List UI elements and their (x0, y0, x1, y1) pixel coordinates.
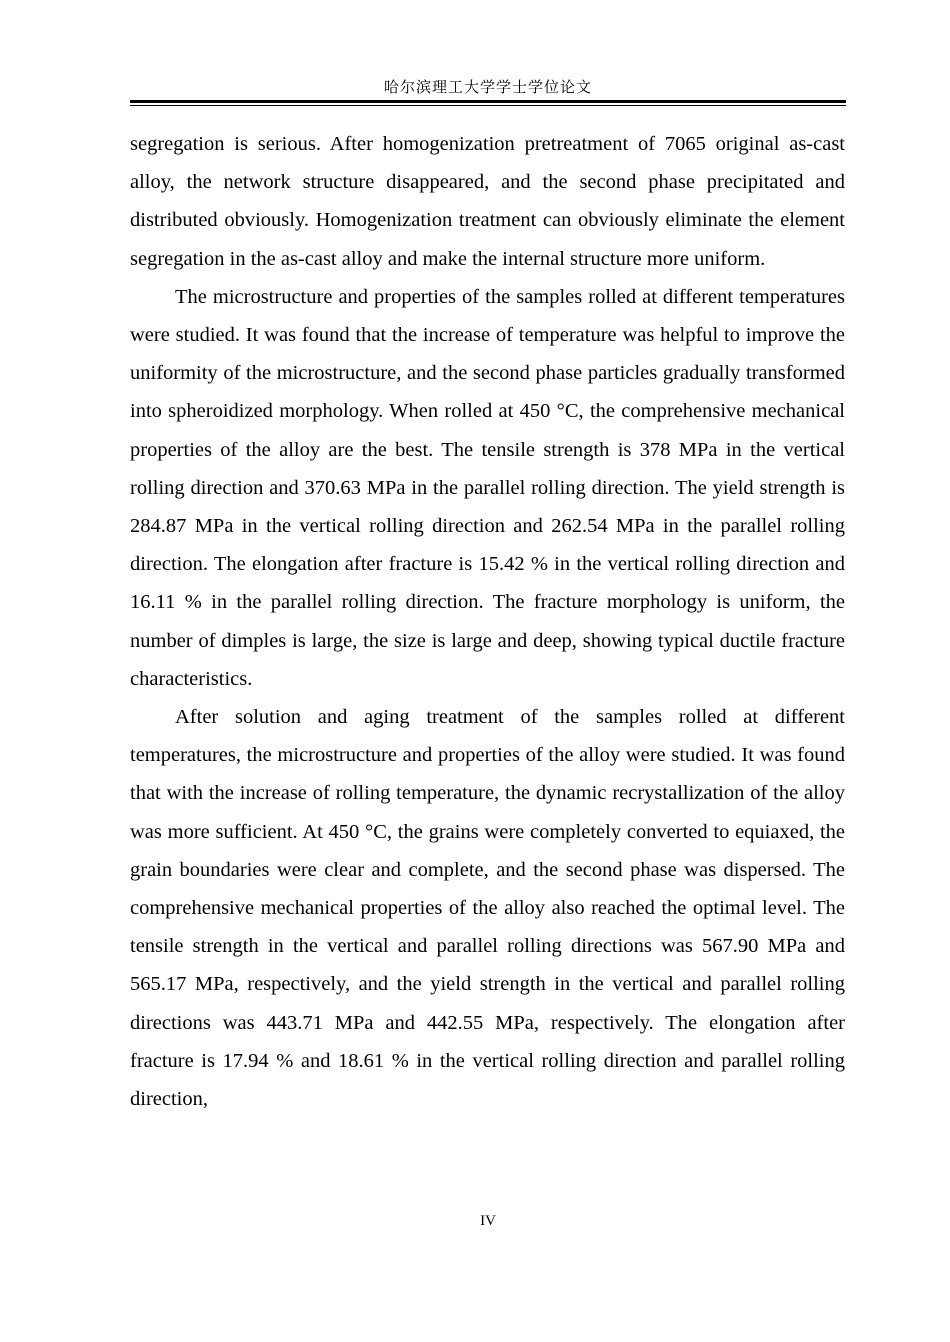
paragraph-solution-aging: After solution and aging treatment of the samples rolled at different temperatures, the microstructure and properties of the alloy were studied. It was found that with the increase of rolling temperature, the dynamic recrystallization of the alloy was more sufficient. At 450 °C, the grains were completely converted to equiaxed, the grain boundaries were clear and complete, and the second phase was dispersed. The comprehensive mechanical properties of the alloy also reached the optimal level. The tensile strength in the vertical and parallel rolling directions was 567.90 MPa and 565.17 MPa, respectively, and the yield strength in the vertical and parallel rolling directions was 443.71 MPa and 442.55 MPa, respectively. The elongation after fracture is 17.94 % and 18.61 % in the vertical rolling direction and parallel rolling direction, (130, 706, 845, 1111)
running-header: 哈尔滨理工大学学士学位论文 (383, 80, 592, 96)
page-number: IV (480, 1213, 496, 1229)
header-rule-thin (130, 105, 846, 106)
paragraph-continuation: segregation is serious. After homogenization pretreatment of 7065 original as-cast alloy, the network structure disappeared, and the second phase precipitated and distributed obviously. Homogenization treatment can obviously eliminate the element segregation in the as-cast alloy and make the internal structure more uniform. (130, 133, 845, 270)
header-rule-thick (130, 100, 846, 103)
abstract-body (130, 125, 845, 1118)
paragraph-rolling-properties: The microstructure and properties of the samples rolled at different temperatures were studied. It was found that the increase of temperature was helpful to improve the uniformity of the microstructure, and the second phase particles gradually transformed into spheroidized morphology. When rolled at 450 °C, the comprehensive mechanical properties of the alloy are the best. The tensile strength is 378 MPa in the vertical rolling direction and 370.63 MPa in the parallel rolling direction. The yield strength is 284.87 MPa in the vertical rolling direction and 262.54 MPa in the parallel rolling direction. The elongation after fracture is 15.42 % in the vertical rolling direction and 16.11 % in the parallel rolling direction. The fracture morphology is uniform, the number of dimples is large, the size is large and deep, showing typical ductile fracture characteristics. (130, 285, 845, 690)
